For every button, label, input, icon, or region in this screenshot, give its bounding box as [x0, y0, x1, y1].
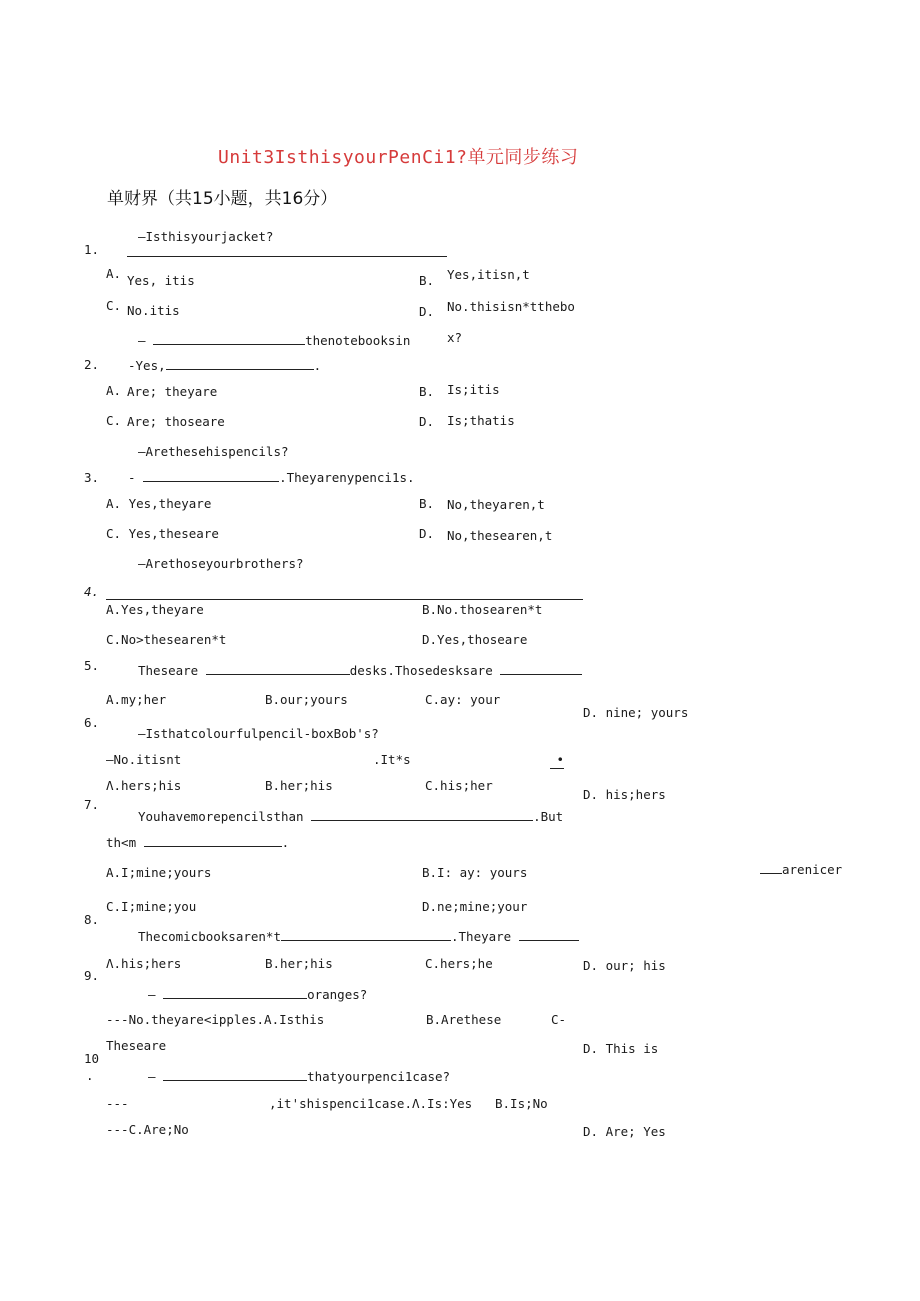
q10-stem-part2: thatyourpenci1case?: [307, 1069, 451, 1084]
q9-stem-part2: oranges?: [307, 987, 368, 1002]
q3-reply-prefix: -: [128, 470, 136, 485]
q9-blank: [163, 987, 307, 999]
q7-blank-2: [144, 835, 282, 847]
q6-reply-part2: .It*s: [373, 752, 411, 767]
q3-number: 3.: [84, 470, 100, 485]
q2-reply-prefix: -Yes,: [128, 358, 166, 373]
q3-reply: [128, 470, 415, 486]
q1-option-d-cont: x?: [447, 330, 463, 345]
q7-number: 7.: [84, 797, 100, 812]
q6-option-d: D. his;hers: [583, 787, 666, 802]
q3-stem: —Arethesehispencils?: [138, 444, 289, 459]
q1-option-b-mark: B.: [419, 273, 435, 288]
q6-option-c: C.his;her: [425, 778, 493, 793]
q3-option-d: No,thesearen,t: [447, 528, 553, 543]
q7-stem-part4: .: [281, 835, 290, 850]
q2-option-d-mark: D.: [419, 414, 435, 429]
q1-option-a: Yes, itis: [127, 273, 195, 288]
q2-reply: [128, 358, 321, 374]
q7-stem-cont: [106, 835, 289, 851]
q1-number: 1.: [84, 242, 100, 257]
q8-option-a: Λ.his;hers: [106, 956, 182, 971]
q9-option-b: B.Arethese: [426, 1012, 502, 1027]
q7-stem-part3: th<m: [106, 835, 137, 850]
q4-option-c: C.No>thesearen*t: [106, 632, 227, 647]
q2-stem: [138, 333, 410, 349]
q8-option-c: C.hers;he: [425, 956, 493, 971]
q2-option-b: Is;itis: [447, 382, 500, 397]
q10-option-b: B.Is;No: [495, 1096, 548, 1111]
q1-option-c: No.itis: [127, 303, 180, 318]
q6-option-a: Λ.hers;his: [106, 778, 182, 793]
q2-option-d: Is;thatis: [447, 413, 515, 428]
q2-option-c-mark: C.: [106, 413, 122, 428]
q10-stem-part1: —: [148, 1069, 156, 1084]
q5-blank-1: [206, 663, 350, 675]
q2-blank-2: [166, 358, 314, 370]
q4-number: 4.: [84, 584, 100, 599]
q7-tail: [760, 862, 842, 878]
q7-option-c: C.I;mine;you: [106, 899, 197, 914]
page-title: Unit3IsthisyourPenCi1?单元同步练习: [218, 147, 579, 168]
q6-stem: —Isthatcolourfulpencil-boxBob's?: [138, 726, 379, 741]
q6-number: 6.: [84, 715, 100, 730]
q4-option-a: A.Yes,theyare: [106, 602, 204, 617]
q8-blank-1: [281, 929, 451, 941]
q1-option-a-mark: A.: [106, 266, 122, 281]
q2-stem-text: thenotebooksin: [305, 333, 411, 348]
q10-option-d: D. Are; Yes: [583, 1124, 666, 1139]
q5-option-b: B.our;yours: [265, 692, 348, 707]
q10-reply-prefix: ---: [106, 1096, 129, 1111]
q7-stem-part2: .But: [533, 809, 564, 824]
q7-tail-text: arenicer: [782, 862, 843, 877]
q3-option-c: C. Yes,theseare: [106, 526, 219, 541]
q3-option-d-mark: D.: [419, 526, 435, 541]
q2-blank-1: [153, 333, 305, 345]
q7-stem-part1: Youhavemorepencilsthan: [138, 809, 304, 824]
q2-number: 2.: [84, 357, 100, 372]
q3-option-b-mark: B.: [419, 496, 435, 511]
q10-option-c: ---C.Are;No: [106, 1122, 189, 1137]
q2-reply-end: .: [313, 358, 322, 373]
q8-stem-part1: Thecomicbooksaren*t: [138, 929, 281, 944]
q2-option-b-mark: B.: [419, 384, 435, 399]
q4-stem: —Arethoseyourbrothers?: [138, 556, 304, 571]
q2-option-a: Are; theyare: [127, 384, 218, 399]
q2-option-c: Are; thoseare: [127, 414, 225, 429]
q7-option-b: B.I: ay: yours: [422, 865, 528, 880]
q3-blank: [143, 470, 279, 482]
q9-option-c-mark: C-: [551, 1012, 567, 1027]
q3-option-a: A. Yes,theyare: [106, 496, 212, 511]
q9-reply-option-a: ---No.theyare<ipples.A.Isthis: [106, 1012, 325, 1027]
q10-blank: [163, 1069, 307, 1081]
section-heading: 单财界（共15小题，共16分）: [107, 189, 338, 209]
q9-option-c: Theseare: [106, 1038, 167, 1053]
q1-option-b: Yes,itisn,t: [447, 267, 530, 282]
q1-option-c-mark: C.: [106, 298, 122, 313]
q5-stem: [138, 663, 582, 679]
q6-option-b: B.her;his: [265, 778, 333, 793]
q5-stem-part2: desks.Thosedesksare: [349, 663, 493, 678]
q5-option-c: C.ay: your: [425, 692, 501, 707]
q3-reply-text: .Theyarenypenci1s.: [279, 470, 415, 485]
q10-stem: [148, 1069, 450, 1085]
q7-stem: [138, 809, 563, 825]
q10-number-dot: .: [86, 1068, 94, 1083]
q8-stem: [138, 929, 579, 945]
q7-option-d: D.ne;mine;your: [422, 899, 528, 914]
q2-stem-prefix: —: [138, 333, 146, 348]
q6-reply-part1: —No.itisnt: [106, 752, 182, 767]
q4-option-b: B.No.thosearen*t: [422, 602, 543, 617]
q1-stem: —Isthisyourjacket?: [138, 229, 274, 244]
q8-option-b: B.her;his: [265, 956, 333, 971]
q10-reply-option-a: ,it'shispenci1case.Λ.Is:Yes: [269, 1096, 473, 1111]
q7-blank-3: [760, 862, 782, 874]
q10-number: 10: [84, 1051, 100, 1066]
q5-stem-part1: Theseare: [138, 663, 199, 678]
q9-number: 9.: [84, 968, 100, 983]
q9-stem-part1: —: [148, 987, 156, 1002]
q5-number: 5.: [84, 658, 100, 673]
q4-answer-line: [106, 599, 583, 600]
q8-blank-2: [519, 929, 579, 941]
q8-number: 8.: [84, 912, 100, 927]
q1-option-d: No.thisisn*tthebo: [447, 299, 575, 314]
q5-blank-2: [500, 663, 582, 675]
q8-stem-part2: .Theyare: [451, 929, 512, 944]
q7-option-a: A.I;mine;yours: [106, 865, 212, 880]
q5-option-d: D. nine; yours: [583, 705, 689, 720]
q2-option-a-mark: A.: [106, 383, 122, 398]
q6-blank-dot: •: [550, 752, 564, 769]
q8-option-d: D. our; his: [583, 958, 666, 973]
q3-option-b: No,theyaren,t: [447, 497, 545, 512]
q7-blank-1: [311, 809, 533, 821]
q4-option-d: D.Yes,thoseare: [422, 632, 528, 647]
q1-option-d-mark: D.: [419, 304, 435, 319]
q9-option-d: D. This is: [583, 1041, 659, 1056]
q1-answer-line: [127, 256, 447, 257]
q5-option-a: A.my;her: [106, 692, 167, 707]
q9-stem: [148, 987, 367, 1003]
